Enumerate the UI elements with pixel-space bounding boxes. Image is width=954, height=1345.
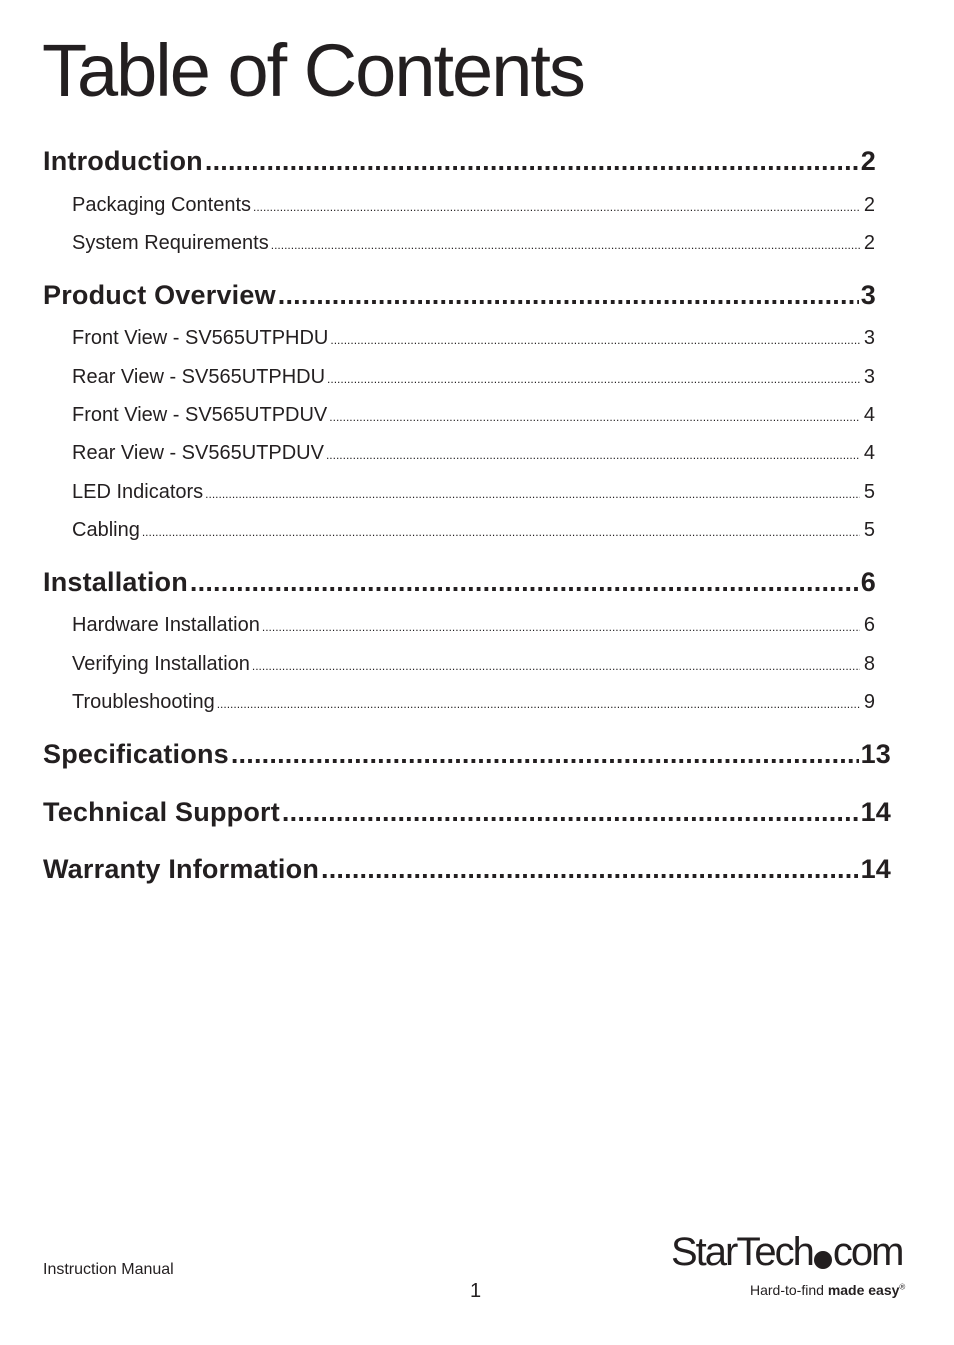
toc-entry-page: 3 <box>863 366 875 388</box>
toc-entry-title: Specifications <box>43 739 229 769</box>
toc-section-entry[interactable] <box>43 797 891 828</box>
toc-entry-title: Packaging Contents <box>72 194 252 216</box>
toc-subsection-entry[interactable] <box>72 327 875 350</box>
toc-entry-title: Introduction <box>43 146 203 176</box>
toc-subsection-entry[interactable] <box>72 232 875 255</box>
toc-entry-page: 4 <box>863 404 875 426</box>
toc-entry-title: Front View - SV565UTPHDU <box>72 327 329 349</box>
toc-entry-page: 2 <box>863 232 875 254</box>
toc-entry-title: Technical Support <box>43 797 280 827</box>
toc-entry-title: Rear View - SV565UTPHDU <box>72 366 326 388</box>
toc-subsection-entry[interactable] <box>72 519 875 542</box>
toc-dot-leader <box>326 448 860 462</box>
toc-subsection-entry[interactable] <box>72 404 875 427</box>
toc-entry-page: 6 <box>863 614 875 636</box>
toc-subsection-entry[interactable] <box>72 691 875 714</box>
logo-dot-icon <box>814 1251 832 1269</box>
toc-subsection-entry[interactable] <box>72 194 875 217</box>
toc-dot-leader <box>231 739 859 770</box>
toc-entry-title: Verifying Installation <box>72 653 250 675</box>
logo-tagline <box>750 1282 905 1298</box>
toc-entry-page: 6 <box>860 567 876 597</box>
toc-entry-title: Front View - SV565UTPDUV <box>72 404 328 426</box>
toc-entry-page: 3 <box>860 280 876 310</box>
toc-subsection-entry[interactable] <box>72 481 875 504</box>
logo-brand: StarTech <box>671 1230 813 1274</box>
page-title: Table of Contents <box>42 29 584 112</box>
toc-subsection-entry[interactable] <box>72 366 875 389</box>
toc-entry-page: 3 <box>863 327 875 349</box>
toc-entry-page: 2 <box>860 146 876 176</box>
toc-section-entry[interactable] <box>43 146 876 177</box>
toc-entry-page: 2 <box>863 194 875 216</box>
logo-tagline-regular: Hard-to-find <box>750 1282 828 1298</box>
toc-subsection-entry[interactable] <box>72 442 875 465</box>
registered-mark: ® <box>899 1282 906 1292</box>
toc-entry-title: Installation <box>43 567 188 597</box>
toc-dot-leader <box>142 525 860 539</box>
toc-entry-title: LED Indicators <box>72 481 204 503</box>
toc-entry-title: Cabling <box>72 519 140 541</box>
toc-dot-leader <box>327 372 860 386</box>
toc-section-entry[interactable] <box>43 739 891 770</box>
toc-entry-title: Troubleshooting <box>72 691 215 713</box>
logo-suffix: com <box>832 1230 903 1274</box>
toc-dot-leader <box>321 854 859 885</box>
footer-document-label: Instruction Manual <box>43 1261 174 1278</box>
toc-entry-title: Warranty Information <box>43 854 320 884</box>
page-number: 1 <box>470 1280 482 1302</box>
toc-dot-leader <box>253 200 860 214</box>
toc-entry-title: Hardware Installation <box>72 614 260 636</box>
toc-entry-page: 14 <box>860 854 891 884</box>
toc-dot-leader <box>190 567 859 598</box>
toc-dot-leader <box>330 333 859 347</box>
toc-entry-page: 8 <box>863 653 875 675</box>
startech-logo <box>671 1232 911 1304</box>
toc-entry-title: Product Overview <box>43 280 276 310</box>
toc-entry-page: 5 <box>863 519 875 541</box>
toc-entry-title: System Requirements <box>72 232 269 254</box>
toc-subsection-entry[interactable] <box>72 653 875 676</box>
toc-entry-page: 14 <box>860 797 891 827</box>
toc-section-entry[interactable] <box>43 854 891 885</box>
toc-entry-page: 5 <box>863 481 875 503</box>
toc-entry-page: 9 <box>863 691 875 713</box>
toc-dot-leader <box>205 487 860 501</box>
toc-entry-page: 4 <box>863 442 875 464</box>
logo-tagline-bold: made easy <box>827 1282 900 1298</box>
toc-dot-leader <box>282 797 859 828</box>
toc-entry-page: 13 <box>860 739 891 769</box>
toc-dot-leader <box>262 620 860 634</box>
toc-dot-leader <box>271 238 860 252</box>
toc-dot-leader <box>278 280 859 311</box>
toc-section-entry[interactable] <box>43 567 876 598</box>
toc-dot-leader <box>329 410 860 424</box>
toc-dot-leader <box>217 697 860 711</box>
logo-wordmark <box>671 1232 911 1272</box>
toc-subsection-entry[interactable] <box>72 614 875 637</box>
toc-entry-title: Rear View - SV565UTPDUV <box>72 442 324 464</box>
toc-dot-leader <box>252 659 860 673</box>
toc-section-entry[interactable] <box>43 280 876 311</box>
toc-dot-leader <box>205 146 859 177</box>
